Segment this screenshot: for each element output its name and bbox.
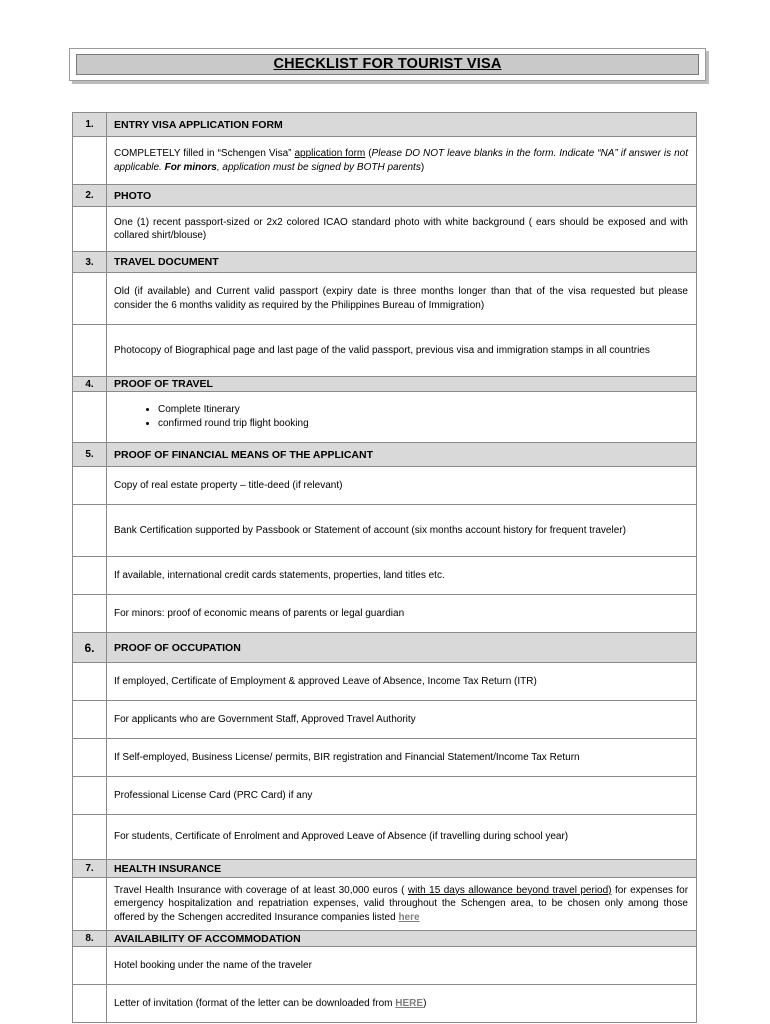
section-heading: HEALTH INSURANCE xyxy=(107,860,697,878)
table-row xyxy=(73,663,697,701)
requirement-item: If Self-employed, Business License/ permits, BIR registration and Financial Statement/Income Tax Return xyxy=(107,739,697,777)
table-row xyxy=(73,701,697,739)
section-heading: PROOF OF TRAVEL xyxy=(107,377,697,392)
section-header xyxy=(73,633,697,663)
invitation-letter-link[interactable]: HERE xyxy=(395,997,424,1009)
section-header xyxy=(73,860,697,878)
section-number: 4. xyxy=(73,377,107,392)
bullet-list xyxy=(114,403,688,431)
requirement-item: If employed, Certificate of Employment & approved Leave of Absence, Income Tax Return (ITR) xyxy=(107,663,697,701)
requirement-item: One (1) recent passport-sized or 2x2 colored ICAO standard photo with white background ( ears should be exposed and with collared shirt/blouse) xyxy=(107,207,697,252)
section-heading: PROOF OF FINANCIAL MEANS OF THE APPLICANT xyxy=(107,443,697,467)
section-number: 8. xyxy=(73,931,107,947)
table-row xyxy=(73,325,697,377)
table-row xyxy=(73,557,697,595)
table-row xyxy=(73,273,697,325)
list-item: • Complete Itinerary xyxy=(158,403,688,417)
list-item: • confirmed round trip flight booking xyxy=(158,417,688,431)
title-banner xyxy=(76,54,699,75)
table-row xyxy=(73,392,697,443)
table-row xyxy=(73,777,697,815)
requirement-item: Letter of invitation (format of the letter can be downloaded from HERE) xyxy=(107,985,697,1023)
table-row xyxy=(73,595,697,633)
requirement-item: For applicants who are Government Staff, Approved Travel Authority xyxy=(107,701,697,739)
requirement-item: Copy of real estate property – title-deed (if relevant) xyxy=(107,467,697,505)
table-row xyxy=(73,985,697,1023)
requirement-item: Hotel booking under the name of the traveler xyxy=(107,947,697,985)
section-number: 7. xyxy=(73,860,107,878)
table-row xyxy=(73,467,697,505)
requirement-item: Professional License Card (PRC Card) if any xyxy=(107,777,697,815)
section-heading: AVAILABILITY OF ACCOMMODATION xyxy=(107,931,697,947)
checklist-table xyxy=(72,112,697,1023)
section-number: 1. xyxy=(73,113,107,137)
requirement-item: Photocopy of Biographical page and last page of the valid passport, previous visa and immigration stamps in all countries xyxy=(107,325,697,377)
section-number: 6. xyxy=(73,633,107,663)
section-header xyxy=(73,931,697,947)
section-number: 2. xyxy=(73,185,107,207)
table-row xyxy=(73,137,697,185)
section-heading: PHOTO xyxy=(107,185,697,207)
requirement-item: Bank Certification supported by Passbook or Statement of account (six months account history for frequent traveler) xyxy=(107,505,697,557)
section-header xyxy=(73,185,697,207)
table-row xyxy=(73,207,697,252)
table-row xyxy=(73,739,697,777)
section-heading: ENTRY VISA APPLICATION FORM xyxy=(107,113,697,137)
requirement-item: For students, Certificate of Enrolment and Approved Leave of Absence (if travelling during school year) xyxy=(107,815,697,860)
insurance-list-link[interactable]: here xyxy=(398,911,420,923)
application-form-link[interactable]: application form xyxy=(294,148,366,159)
requirement-item: For minors: proof of economic means of parents or legal guardian xyxy=(107,595,697,633)
table-row xyxy=(73,947,697,985)
requirement-item: Old (if available) and Current valid passport (expiry date is three months longer than that of the visa requested but please consider the 6 months validity as required by the Philippines Bureau of Immigration) xyxy=(107,273,697,325)
section-header xyxy=(73,443,697,467)
section-header xyxy=(73,252,697,273)
requirement-item: COMPLETELY filled in “Schengen Visa” application form (Please DO NOT leave blanks in the form. Indicate “NA” if answer is not applicable. For minors, application must be signed by BOTH parents) xyxy=(107,137,697,185)
table-row xyxy=(73,505,697,557)
requirement-item: If available, international credit cards statements, properties, land titles etc. xyxy=(107,557,697,595)
title-box xyxy=(69,48,706,81)
section-heading: PROOF OF OCCUPATION xyxy=(107,633,697,663)
table-row xyxy=(73,815,697,860)
requirement-item: Travel Health Insurance with coverage of at least 30,000 euros ( with 15 days allowance beyond travel period) for expenses for emergency hospitalization and repatriation expenses, valid throughout the Schengen area, to be chosen only among those offered by the Schengen accredited Insurance companies listed here xyxy=(107,878,697,931)
page-title: CHECKLIST FOR TOURIST VISA xyxy=(273,56,502,72)
requirement-item xyxy=(107,392,697,443)
section-heading: TRAVEL DOCUMENT xyxy=(107,252,697,273)
section-header xyxy=(73,377,697,392)
section-header xyxy=(73,113,697,137)
section-number: 5. xyxy=(73,443,107,467)
section-number: 3. xyxy=(73,252,107,273)
table-row xyxy=(73,878,697,931)
